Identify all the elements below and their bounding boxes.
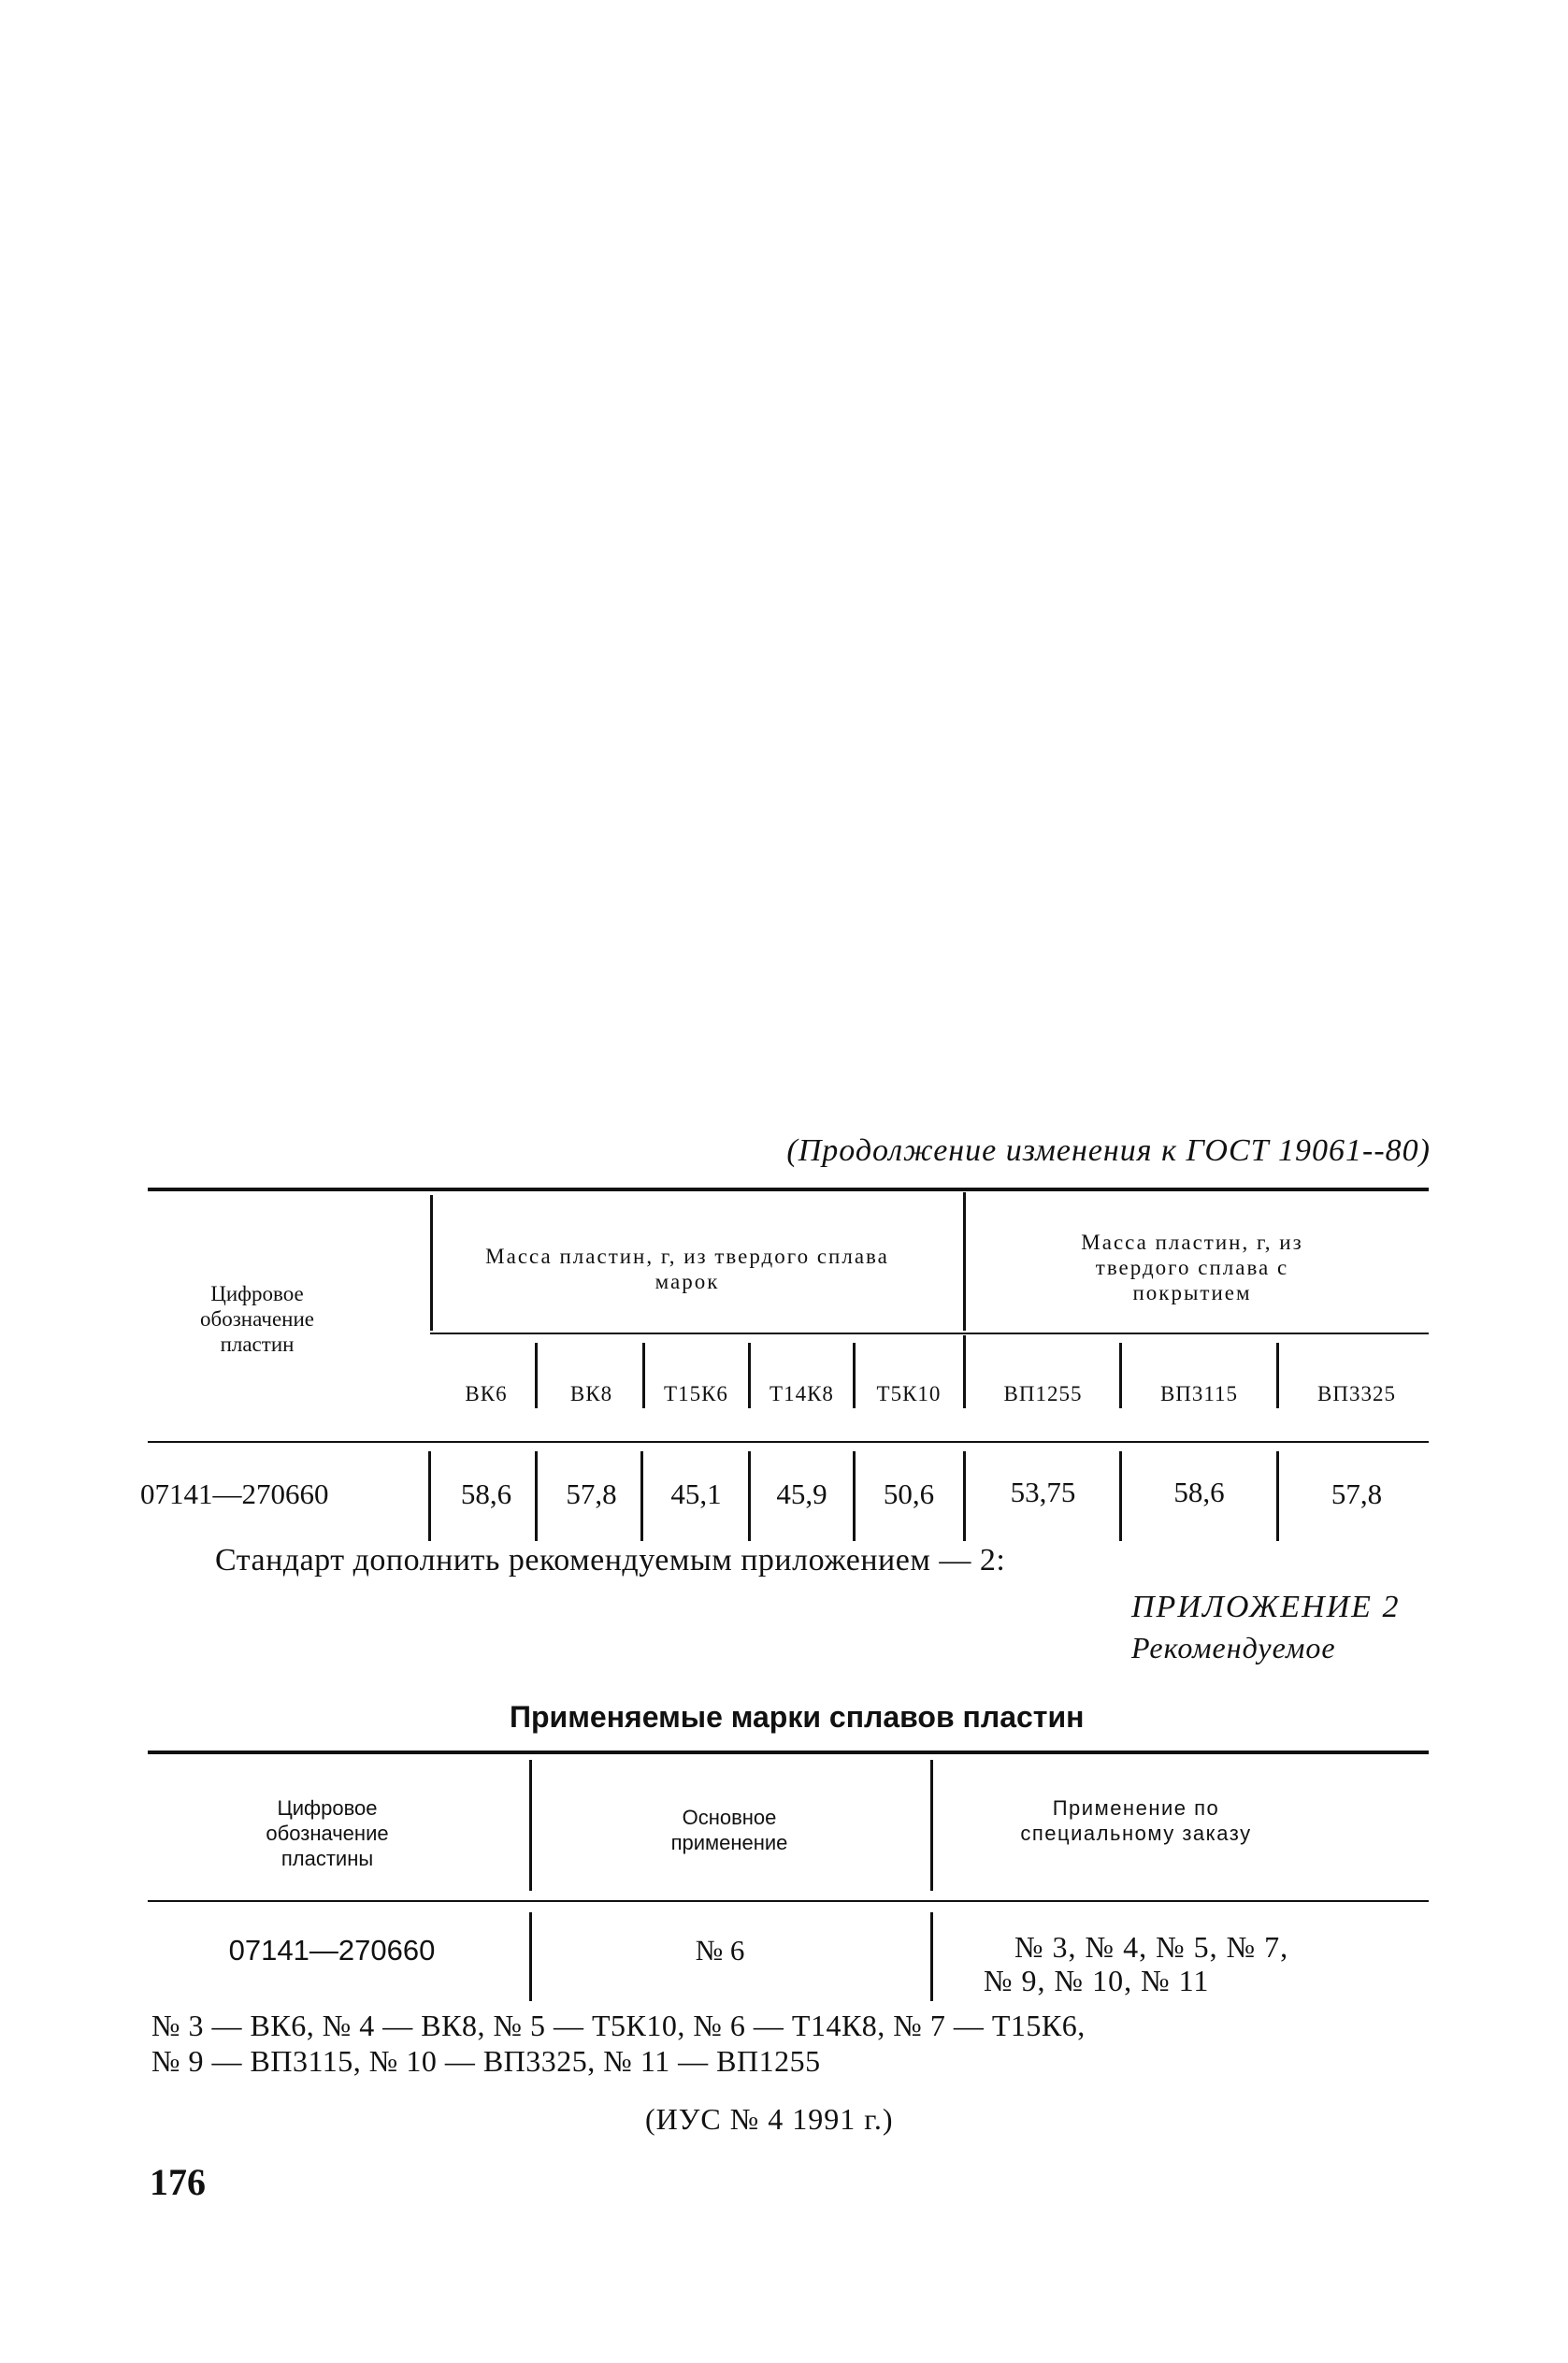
table1-divider bbox=[430, 1195, 433, 1331]
table2-row-special: № 9, № 10, № 11 bbox=[984, 1964, 1210, 1997]
table1-divider bbox=[1276, 1451, 1279, 1541]
table1-divider bbox=[748, 1451, 751, 1541]
table1-col-header: Т15К6 bbox=[664, 1382, 728, 1405]
table1-cell: 57,8 bbox=[566, 1477, 617, 1510]
table1-divider bbox=[642, 1343, 645, 1408]
table1-group2-header: Масса пластин, г, из твердого сплава с покрытием bbox=[1081, 1231, 1303, 1304]
table2-col-header: Основное применение bbox=[670, 1806, 788, 1854]
appendix-title: ПРИЛОЖЕНИЕ 2 bbox=[1131, 1590, 1401, 1624]
table1-divider bbox=[963, 1192, 966, 1331]
table1-col-header: Т14К8 bbox=[770, 1382, 834, 1405]
appendix-subtitle: Рекомендуемое bbox=[1131, 1631, 1336, 1664]
table1-divider bbox=[1119, 1343, 1122, 1408]
table1-divider bbox=[748, 1343, 751, 1408]
continuation-header: (Продолжение изменения к ГОСТ 19061--80) bbox=[786, 1133, 1431, 1168]
table1-divider bbox=[428, 1451, 431, 1541]
table2-col-header: Цифровое обозначение пластины bbox=[266, 1796, 389, 1870]
table2-divider bbox=[930, 1912, 933, 2001]
table1-divider bbox=[535, 1343, 538, 1408]
table1-cell: 58,6 bbox=[460, 1477, 512, 1510]
table1-col-header: ВП3325 bbox=[1317, 1382, 1396, 1405]
supplement-line: Стандарт дополнить рекомендуемым приложением — 2: bbox=[215, 1543, 1006, 1578]
page-number: 176 bbox=[150, 2161, 206, 2203]
table2-title: Применяемые марки сплавов пластин bbox=[510, 1700, 1085, 1734]
table1-divider bbox=[1276, 1343, 1279, 1408]
table1-col-designation-header: Цифровое обозначение пластин bbox=[200, 1282, 314, 1356]
table1-divider bbox=[853, 1451, 856, 1541]
table1-cell: 53,75 bbox=[1010, 1476, 1076, 1508]
table1-col-header: ВП1255 bbox=[1003, 1382, 1083, 1405]
table1-divider bbox=[853, 1343, 856, 1408]
table1-col-header: ВК8 bbox=[569, 1382, 613, 1405]
table1-divider bbox=[963, 1451, 966, 1541]
table2-row-main: № 6 bbox=[695, 1934, 745, 1967]
notes-line: № 3 — ВК6, № 4 — ВК8, № 5 — Т5К10, № 6 — Т14К8, № 7 — Т15К6, bbox=[151, 2009, 1086, 2042]
table1-cell: 58,6 bbox=[1173, 1476, 1225, 1508]
table1-cell: 45,9 bbox=[776, 1477, 827, 1510]
table2-divider bbox=[529, 1760, 532, 1891]
table2-divider bbox=[529, 1912, 532, 2001]
table1-group1-header: Масса пластин, г, из твердого сплава марок bbox=[485, 1245, 889, 1293]
table1-col-header: Т5К10 bbox=[876, 1382, 942, 1405]
table1-top-rule bbox=[148, 1188, 1429, 1191]
table1-col-header: ВК6 bbox=[465, 1382, 508, 1405]
table1-cell: 45,1 bbox=[670, 1477, 722, 1510]
table2-top-rule bbox=[148, 1751, 1429, 1754]
table2-col-header: Применение по специальному заказу bbox=[1020, 1796, 1252, 1845]
table1-divider bbox=[640, 1451, 643, 1541]
notes-line: № 9 — ВП3115, № 10 — ВП3325, № 11 — ВП1255 bbox=[151, 2044, 821, 2078]
table2-divider bbox=[930, 1760, 933, 1891]
table1-col-header: ВП3115 bbox=[1159, 1382, 1239, 1405]
table1-divider bbox=[963, 1335, 966, 1408]
table2-row-special: № 3, № 4, № 5, № 7, bbox=[1014, 1930, 1289, 1964]
table1-body-rule bbox=[148, 1441, 1429, 1443]
table1-row-designation: 07141—270660 bbox=[140, 1477, 329, 1510]
table1-subheader-rule bbox=[430, 1333, 1429, 1334]
table2-row-designation: 07141—270660 bbox=[228, 1934, 436, 1967]
table2-body-rule bbox=[148, 1900, 1429, 1902]
source-note: (ИУС № 4 1991 г.) bbox=[645, 2102, 894, 2136]
table1-cell: 57,8 bbox=[1331, 1477, 1383, 1510]
table1-divider bbox=[1119, 1451, 1122, 1541]
table1-cell: 50,6 bbox=[883, 1477, 935, 1510]
table1-divider bbox=[535, 1451, 538, 1541]
